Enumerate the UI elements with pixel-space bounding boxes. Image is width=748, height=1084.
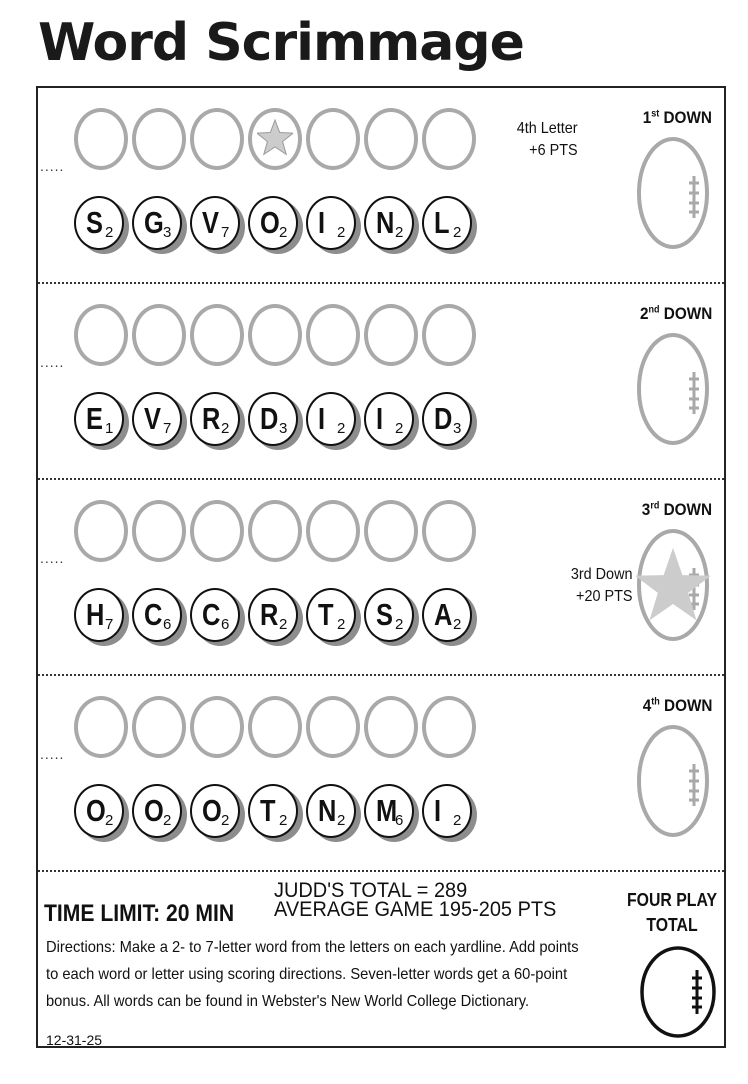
answer-slot[interactable] [364,108,418,170]
tile-points: 6 [395,812,404,829]
answer-slot[interactable] [248,500,302,562]
down-label [642,696,712,716]
tile-face [306,392,356,446]
yardline-row-4 [38,676,724,872]
letter-tile[interactable] [190,784,244,842]
yardline-lead-dots: ..... [40,550,65,566]
down-suffix: rd [650,500,660,512]
tile-letter: O [202,793,222,828]
tile-letter: L [434,205,450,240]
judd-total: JUDD'S TOTAL = 289 [274,879,468,902]
letter-tile[interactable] [364,196,418,254]
tile-face [74,196,124,250]
down-score-box[interactable] [636,528,710,642]
bonus-note-line-2: +20 PTS [575,588,632,605]
down-label [642,500,712,520]
tile-face [422,196,472,250]
total-label-line-1: FOUR PLAY [626,890,718,910]
tile-points: 2 [337,224,346,241]
tile-face [132,588,182,642]
letter-tile[interactable] [132,392,186,450]
tile-letter: I [318,205,326,240]
tile-letter: R [202,401,221,436]
puzzle-title: Word Scrimmage [38,13,524,73]
letter-tile[interactable] [248,196,302,254]
tile-face [306,588,356,642]
down-label [643,108,712,128]
tile-points: 7 [163,420,172,437]
score-info [274,881,556,919]
tile-letter: I [434,793,442,828]
answer-slot[interactable] [74,304,128,366]
tile-letter: A [434,597,453,632]
tile-face [422,588,472,642]
total-label [626,888,718,938]
tile-face [190,588,240,642]
letter-tile[interactable] [190,196,244,254]
yardline-row-1 [38,88,724,284]
tile-points: 2 [395,616,404,633]
tile-letter: S [376,597,393,632]
tile-points: 2 [221,812,230,829]
tile-face [248,784,298,838]
tile-letter: N [318,793,337,828]
answer-slot[interactable] [306,500,360,562]
answer-slot[interactable] [74,696,128,758]
down-suffix: th [650,696,660,708]
tile-points: 2 [279,616,288,633]
answer-slot[interactable] [422,304,476,366]
answer-slot[interactable] [74,500,128,562]
tile-face [306,784,356,838]
yardline-lead-dots: ..... [40,354,65,370]
letter-tile[interactable] [306,588,360,646]
tile-letter: T [318,597,334,632]
tile-points: 2 [395,224,404,241]
tile-letter: H [86,597,105,632]
answer-slot[interactable] [248,696,302,758]
total-label-line-2: TOTAL [646,915,698,935]
letter-tile[interactable] [74,784,128,842]
down-word: DOWN [663,304,712,323]
tile-letter: D [434,401,453,436]
tile-letter: D [260,401,279,436]
down-number: 1 [642,108,652,127]
down-suffix: nd [648,304,660,316]
tile-points: 6 [163,616,172,633]
yardline-row-3 [38,480,724,676]
answer-slot[interactable] [132,696,186,758]
bonus-note [517,118,578,162]
letter-tile[interactable] [364,588,418,646]
average-game: AVERAGE GAME 195-205 PTS [274,898,557,921]
letter-tile[interactable] [74,588,128,646]
tile-letter: O [260,205,280,240]
letter-tile[interactable] [248,392,302,450]
letter-tile[interactable] [306,784,360,842]
tile-letter: V [144,401,161,436]
tile-points: 3 [453,420,462,437]
tile-points: 3 [279,420,288,437]
tile-face [190,392,240,446]
answer-slot[interactable] [190,304,244,366]
down-score-box[interactable] [636,136,710,250]
answer-slot[interactable] [190,696,244,758]
tile-points: 7 [105,616,114,633]
answer-slot[interactable] [364,500,418,562]
tile-letter: V [202,205,219,240]
tile-points: 7 [221,224,230,241]
answer-slot[interactable] [248,108,302,170]
letter-tile[interactable] [422,784,476,842]
tile-face [132,392,182,446]
yardline-lead-dots: ..... [40,746,65,762]
down-number: 2 [639,304,649,323]
bonus-note [570,564,632,608]
tile-points: 2 [395,420,404,437]
puzzle-date: 12-31-25 [46,1032,103,1048]
tile-face [74,784,124,838]
tile-face [306,196,356,250]
tile-letter: M [376,793,398,828]
down-suffix: st [651,108,660,120]
tile-face [190,784,240,838]
letter-tile[interactable] [364,784,418,842]
letter-tile[interactable] [132,784,186,842]
time-limit: TIME LIMIT: 20 MIN [44,900,235,927]
answer-slot[interactable] [422,696,476,758]
tile-letter: N [376,205,395,240]
down-score-box[interactable] [636,332,710,446]
answer-slot[interactable] [132,304,186,366]
answer-slot[interactable] [422,108,476,170]
tile-points: 2 [453,224,462,241]
down-word: DOWN [663,500,712,519]
bonus-note-line-1: 4th Letter [517,120,578,137]
down-score-box[interactable] [636,724,710,838]
down-word: DOWN [663,696,712,715]
answer-slot[interactable] [306,304,360,366]
answer-slot[interactable] [364,304,418,366]
yardline-lead-dots: ..... [40,158,65,174]
tile-letter: G [144,205,164,240]
letter-tile[interactable] [132,588,186,646]
tile-face [364,588,414,642]
letter-tile[interactable] [190,588,244,646]
letter-tile[interactable] [132,196,186,254]
down-number: 4 [642,696,651,715]
letter-tile[interactable] [248,784,302,842]
tile-face [132,196,182,250]
bonus-star-icon [257,117,293,157]
tile-letter: E [86,401,103,436]
tile-face [132,784,182,838]
answer-slot[interactable] [132,500,186,562]
bonus-note-line-2: +6 PTS [529,142,578,159]
tile-letter: C [202,597,221,632]
tile-points: 2 [453,812,462,829]
answer-slot[interactable] [364,696,418,758]
tile-points: 2 [337,812,346,829]
down-word: DOWN [663,108,712,127]
tile-face [364,392,414,446]
tile-letter: I [318,401,326,436]
letter-tile[interactable] [422,588,476,646]
tile-points: 2 [163,812,172,829]
answer-slot[interactable] [190,108,244,170]
tile-points: 2 [279,224,288,241]
letter-tile[interactable] [364,392,418,450]
tile-points: 2 [105,224,114,241]
tile-letter: C [144,597,163,632]
tile-letter: O [86,793,106,828]
tile-points: 2 [221,420,230,437]
yardline-row-2 [38,284,724,480]
answer-slot[interactable] [190,500,244,562]
bonus-note-line-1: 3rd Down [570,566,632,583]
tile-face [248,588,298,642]
tile-face [74,588,124,642]
answer-slot[interactable] [422,500,476,562]
letter-tile[interactable] [190,392,244,450]
tile-points: 1 [105,420,114,437]
letter-tile[interactable] [306,196,360,254]
down-label [640,304,712,324]
tile-letter: T [260,793,276,828]
letter-tile[interactable] [422,196,476,254]
letter-tile[interactable] [422,392,476,450]
tile-face [74,392,124,446]
tile-points: 2 [337,420,346,437]
game-board [36,86,726,1048]
down-number: 3 [641,500,651,519]
letter-tile[interactable] [74,392,128,450]
tile-face [364,784,414,838]
tile-face [190,196,240,250]
letter-tile[interactable] [248,588,302,646]
four-play-total-box[interactable] [638,944,718,1040]
answer-slot[interactable] [132,108,186,170]
tile-letter: I [376,401,384,436]
tile-points: 3 [163,224,172,241]
answer-slot[interactable] [248,304,302,366]
tile-face [422,784,472,838]
tile-letter: S [86,205,103,240]
tile-letter: O [144,793,164,828]
tile-points: 2 [453,616,462,633]
tile-points: 2 [337,616,346,633]
tile-letter: R [260,597,279,632]
answer-slot[interactable] [74,108,128,170]
answer-slot[interactable] [306,696,360,758]
tile-points: 2 [279,812,288,829]
yardline-divider [38,870,724,872]
tile-face [248,392,298,446]
letter-tile[interactable] [306,392,360,450]
answer-slot[interactable] [306,108,360,170]
tile-face [422,392,472,446]
letter-tile[interactable] [74,196,128,254]
tile-points: 6 [221,616,230,633]
tile-face [364,196,414,250]
tile-face [248,196,298,250]
tile-points: 2 [105,812,114,829]
directions-text: Directions: Make a 2- to 7-letter word from the letters on each yardline. Add points to each word or letter using scoring directions. Seven-letter words get a 60-point bonus. All words can be found in Webster's New World College Dictionary. [46,939,579,1010]
